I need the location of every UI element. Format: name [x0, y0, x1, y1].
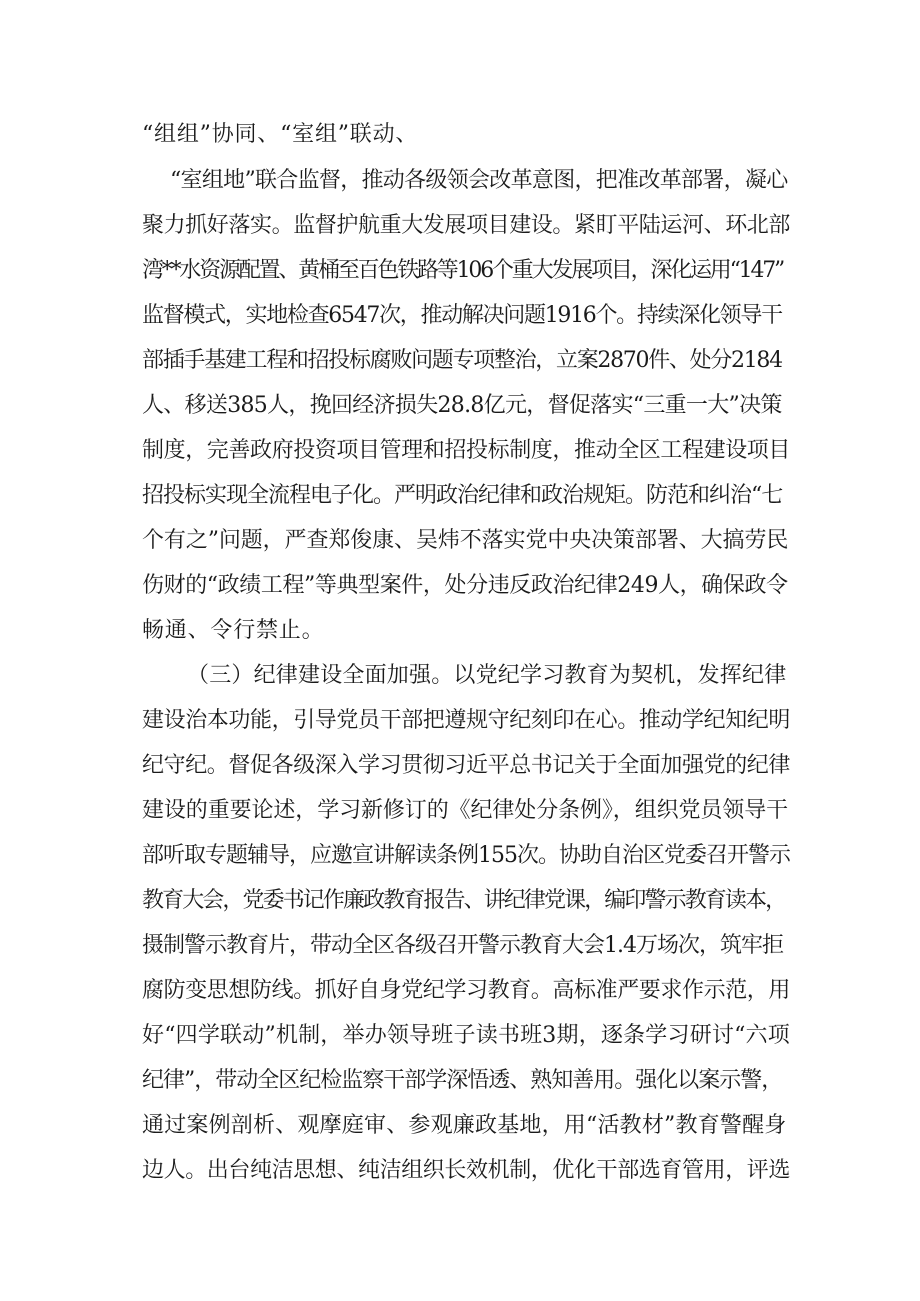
text-line: 伤财的“政绩工程”等典型案件，处分违反政治纪律249人，确保政令: [142, 573, 788, 598]
text-line: 部听取专题辅导，应邀宣讲解读条例155次。协助自治区党委召开警示: [142, 843, 790, 868]
text-line: 教育大会，党委书记作廉政教育报告、讲纪律党课，编印警示教育读本，: [142, 888, 786, 913]
text-line: 摄制警示教育片，带动全区各级召开警示教育大会1.4万场次，筑牢拒: [142, 933, 783, 958]
text-line: 建设的重要论述，学习新修订的《纪律处分条例》，组织党员领导干: [142, 798, 789, 823]
text-line: 纪律”，带动全区纪检监察干部学深悟透、熟知善用。强化以案示警，: [142, 1068, 783, 1093]
text-line: 人、移送385人，挽回经济损失28.8亿元，督促落实“三重一大”决策: [142, 393, 782, 418]
section-heading-line: （三）纪律建设全面加强。以党纪学习教育为契机，发挥纪律: [187, 663, 787, 688]
text-line: 建设治本功能，引导党员干部把遵规守纪刻印在心。推动学纪知纪明: [142, 708, 791, 733]
text-line: “组组”协同、“室组”联动、: [142, 122, 419, 147]
text-line: 聚力抓好落实。监督护航重大发展项目建设。紧盯平陆运河、环北部: [142, 213, 791, 238]
text-line: “室组地”联合监督，推动各级领会改革意图，把准改革部署，凝心: [170, 168, 788, 193]
text-line: 纪守纪。督促各级深入学习贯彻习近平总书记关于全面加强党的纪律: [142, 753, 791, 778]
text-line: 畅通、令行禁止。: [142, 618, 325, 643]
text-line: 监督模式，实地检查6547次，推动解决问题1916个。持续深化领导干: [142, 303, 782, 328]
text-line: 好“四学联动”机制，举办领导班子读书班3期，逐条学习研讨“六项: [142, 1023, 790, 1048]
text-line: 个有之”问题，严查郑俊康、吴炜不落实党中央决策部署、大搞劳民: [142, 528, 789, 553]
text-line: 部插手基建工程和招投标腐败问题专项整治，立案2870件、处分2184: [142, 348, 782, 373]
text-line: 腐防变思想防线。抓好自身党纪学习教育。高标准严要求作示范，用: [142, 978, 791, 1003]
text-line: 制度，完善政府投资项目管理和招投标制度，推动全区工程建设项目: [142, 438, 791, 463]
text-line: 湾**水资源配置、黄桶至百色铁路等106个重大发展项目，深化运用“147”: [142, 258, 784, 283]
text-line: 边人。出台纯洁思想、纯洁组织长效机制，优化干部选育管用，评选: [142, 1158, 791, 1183]
text-line: 通过案例剖析、观摩庭审、参观廉政基地，用“活教材”教育警醒身: [142, 1113, 787, 1138]
text-line: 招投标实现全流程电子化。严明政治纪律和政治规矩。防范和纠治“七: [142, 483, 783, 508]
